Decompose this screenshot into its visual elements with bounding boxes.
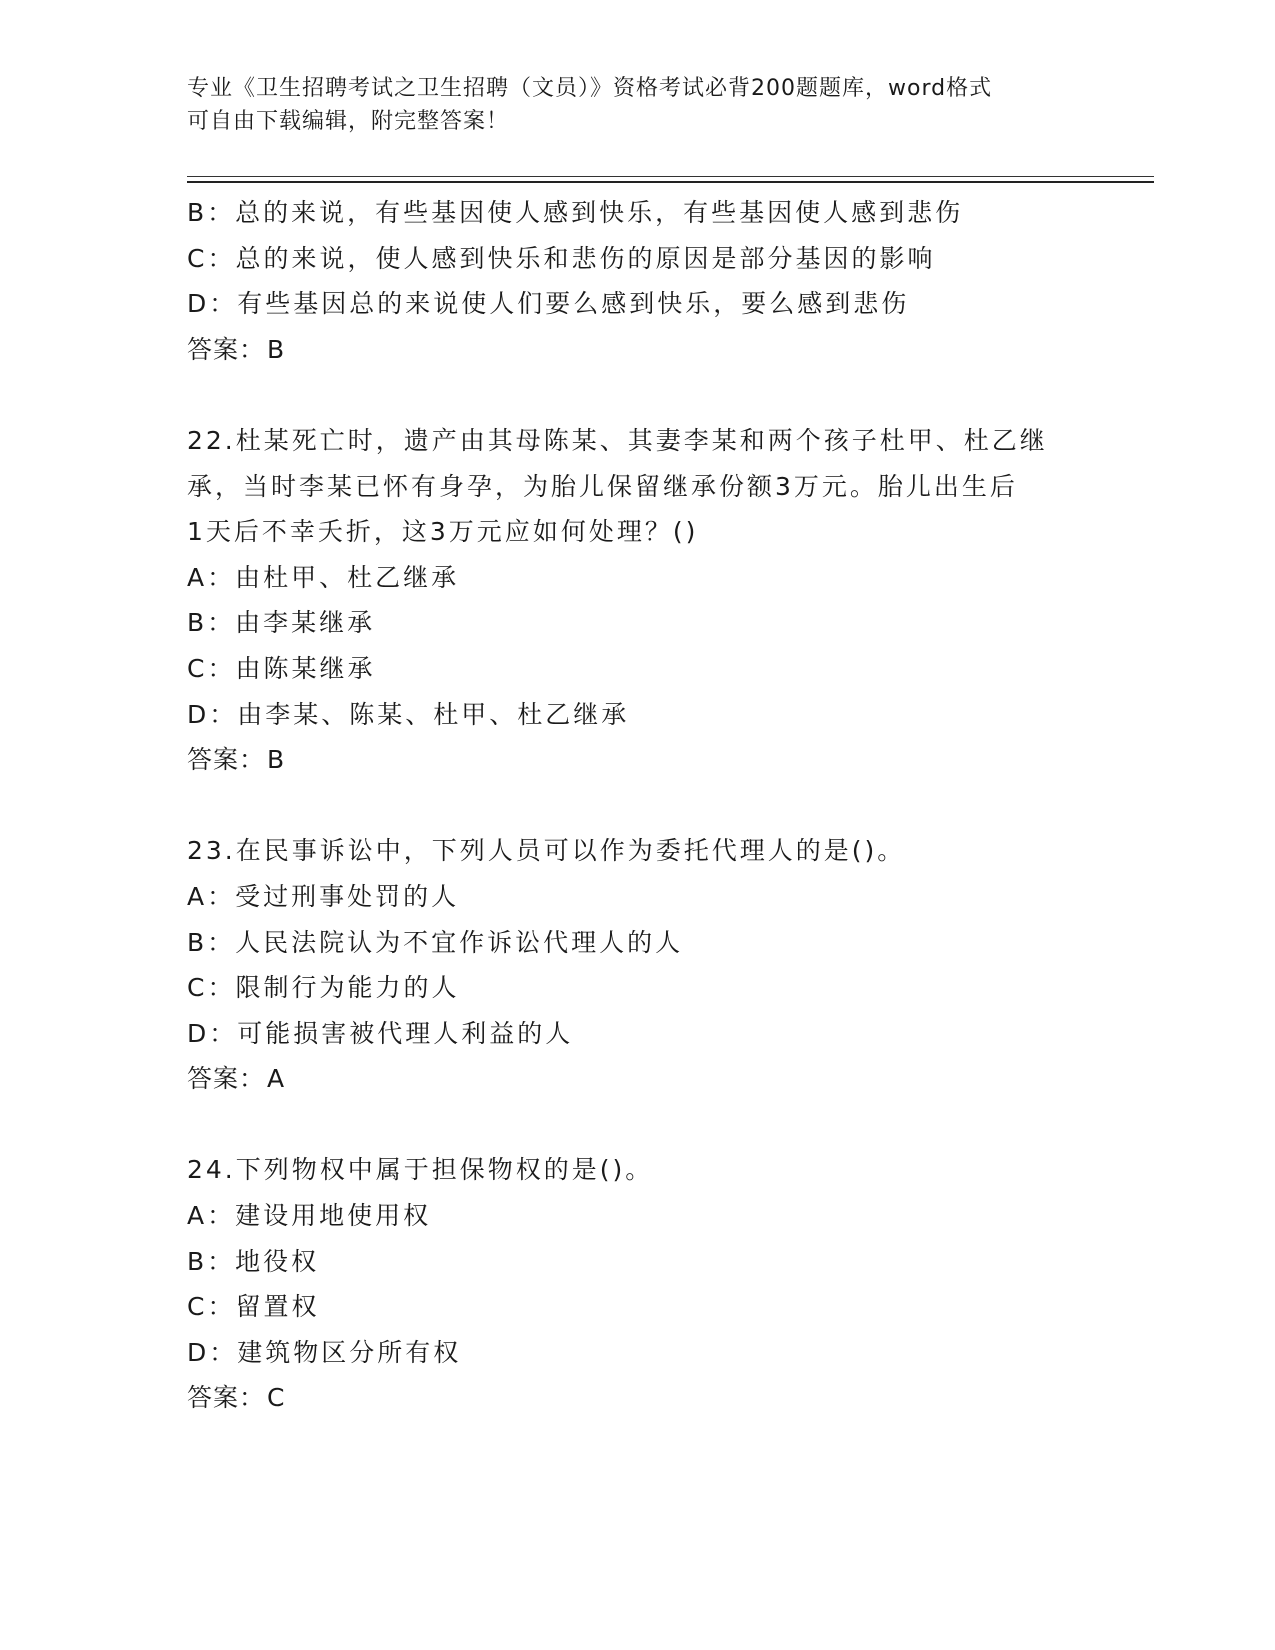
option-d: D：可能损害被代理人利益的人 (187, 1018, 574, 1048)
option-b: B：总的来说，有些基因使人感到快乐，有些基因使人感到悲伤 (187, 198, 964, 227)
question-stem-line: 23.在民事诉讼中，下列人员可以作为委托代理人的是()。 (187, 836, 906, 866)
header-divider-thin (187, 176, 1154, 177)
question-23 (187, 828, 1087, 1102)
option-c: C：由陈某继承 (187, 653, 376, 683)
header-title-line-1: 专业《卫生招聘考试之卫生招聘（文员）》资格考试必背200题题库，word格式 (187, 76, 993, 101)
question-24 (187, 1147, 1087, 1421)
spacer (187, 372, 1087, 418)
spacer (187, 783, 1087, 829)
question-stem-line: 承，当时李某已怀有身孕，为胎儿保留继承份额3万元。胎儿出生后 (187, 471, 1018, 501)
question-stem-line: 24.下列物权中属于担保物权的是()。 (187, 1155, 654, 1185)
option-b: B：地役权 (187, 1246, 320, 1276)
answer-line (187, 737, 1087, 783)
option-d: D：有些基因总的来说使人们要么感到快乐，要么感到悲伤 (187, 289, 910, 319)
answer-line (187, 327, 1087, 373)
option-c: C：总的来说，使人感到快乐和悲伤的原因是部分基因的影响 (187, 243, 936, 273)
header-divider-thick (187, 181, 1154, 183)
answer-value: B (267, 334, 286, 364)
spacer (187, 1102, 1087, 1148)
option-b: B：人民法院认为不宜作诉讼代理人的人 (187, 927, 684, 957)
answer-value: A (267, 1064, 286, 1094)
question-22 (187, 418, 1087, 783)
answer-value: C (267, 1383, 286, 1413)
option-a: A：由杜甲、杜乙继承 (187, 562, 460, 592)
answer-label: 答案： (187, 1383, 266, 1413)
question-stem-line: 22.杜某死亡时，遗产由其母陈某、其妻李某和两个孩子杜甲、杜乙继 (187, 425, 1048, 455)
question-21-continued (187, 190, 1087, 372)
header-title-line-2: 可自由下载编辑，附完整答案！ (187, 109, 510, 134)
answer-value: B (267, 745, 286, 775)
answer-label: 答案： (187, 334, 266, 364)
answer-label: 答案： (187, 745, 266, 775)
option-c: C：留置权 (187, 1292, 320, 1322)
option-c: C：限制行为能力的人 (187, 973, 460, 1003)
option-d: D：由李某、陈某、杜甲、杜乙继承 (187, 699, 630, 729)
answer-line (187, 1056, 1087, 1102)
answer-line (187, 1375, 1087, 1421)
question-stem-line: 1天后不幸夭折，这3万元应如何处理？() (187, 517, 699, 547)
option-d: D：建筑物区分所有权 (187, 1337, 462, 1367)
document-header (187, 72, 1087, 138)
question-list (187, 190, 1087, 1421)
answer-label: 答案： (187, 1064, 266, 1094)
option-a: A：建设用地使用权 (187, 1201, 432, 1231)
option-a: A：受过刑事处罚的人 (187, 881, 460, 911)
option-b: B：由李某继承 (187, 608, 376, 638)
